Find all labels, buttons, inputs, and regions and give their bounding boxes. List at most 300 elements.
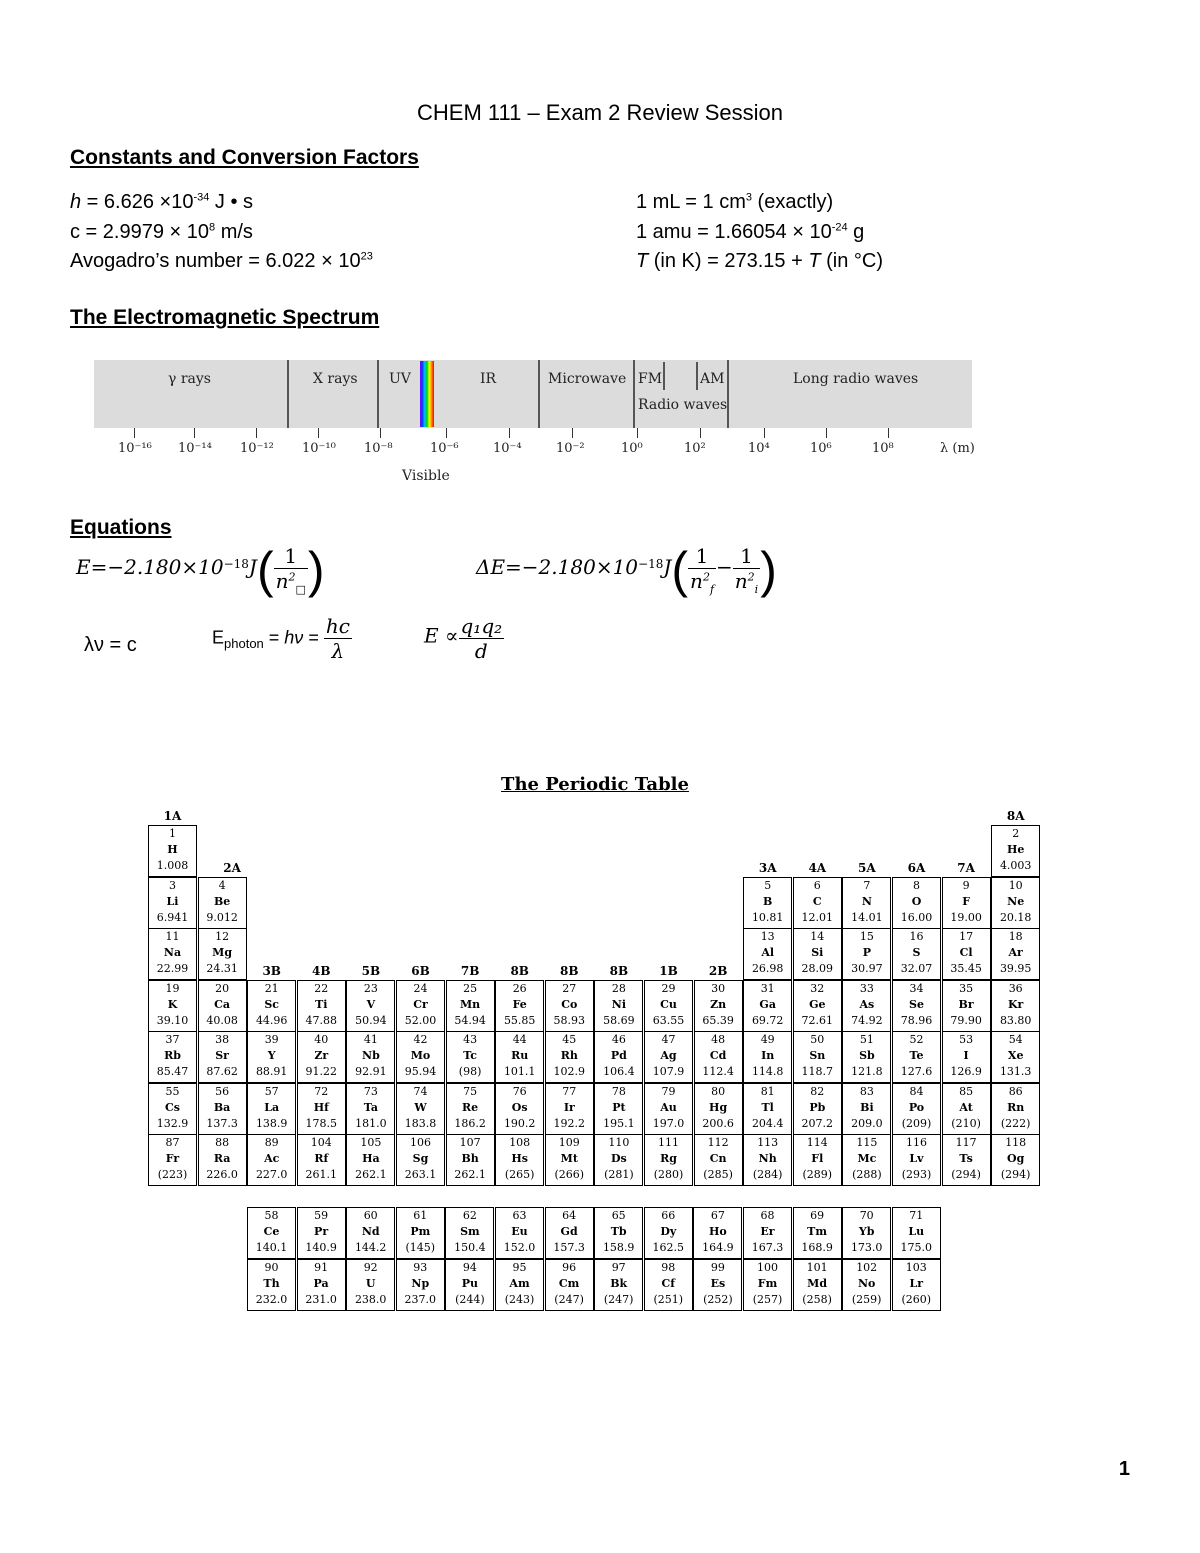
element-cell-zr	[297, 1031, 346, 1083]
page-number: 1	[1118, 1458, 1130, 1480]
atomic-number: 97	[611, 1260, 626, 1274]
element-symbol: Ir	[563, 1100, 575, 1114]
element-cell-dy	[644, 1207, 693, 1259]
element-cell-o	[892, 877, 941, 929]
element-cell-bh	[446, 1134, 495, 1186]
atomic-number: 45	[562, 1033, 577, 1046]
atomic-mass: 1.008	[156, 859, 189, 872]
element-symbol: Cs	[165, 1100, 180, 1114]
e1-fraction	[274, 544, 308, 596]
region-fm: FM	[638, 371, 663, 387]
atomic-mass: 200.6	[702, 1116, 734, 1130]
group-label: 8B	[609, 963, 629, 978]
atomic-number: 95	[512, 1260, 527, 1274]
atomic-mass: (247)	[554, 1292, 584, 1306]
group-label: 7A	[957, 860, 975, 875]
atomic-number: 60	[363, 1209, 378, 1222]
atomic-number: 113	[757, 1136, 779, 1149]
spectrum-divider	[663, 362, 665, 390]
atomic-mass: (281)	[604, 1168, 634, 1181]
element-cell-n	[842, 877, 891, 929]
atomic-number: 33	[859, 981, 874, 995]
atomic-mass: (258)	[802, 1292, 832, 1306]
element-symbol: Ge	[809, 997, 826, 1011]
c-exponent: 8	[209, 221, 216, 234]
atomic-mass: 162.5	[652, 1241, 685, 1254]
atomic-mass: 28.09	[801, 962, 834, 975]
element-cell-sm	[445, 1207, 494, 1259]
atomic-mass: 16.00	[900, 910, 933, 924]
atomic-mass: 85.47	[156, 1065, 189, 1078]
element-symbol: P	[862, 946, 872, 959]
atomic-mass: 4.003	[999, 859, 1032, 872]
atomic-number: 117	[955, 1136, 977, 1149]
element-cell-ac	[247, 1134, 296, 1186]
atomic-number: 69	[810, 1209, 825, 1222]
atomic-number: 110	[608, 1136, 630, 1149]
element-cell-tl	[743, 1083, 792, 1135]
atomic-mass: 12.01	[801, 910, 834, 924]
element-symbol: Mo	[410, 1049, 431, 1062]
atomic-number: 36	[1008, 981, 1023, 995]
atomic-number: 44	[512, 1033, 527, 1046]
avogadro-number	[70, 250, 373, 273]
atomic-mass: (280)	[653, 1168, 684, 1181]
axis-tick-label: 10⁻⁶	[430, 441, 459, 456]
atomic-mass: (209)	[901, 1116, 932, 1130]
atomic-number: 74	[413, 1084, 428, 1098]
ephoton-e: E	[212, 627, 225, 648]
axis-tick-label: 10²	[684, 441, 706, 456]
atomic-mass: 26.98	[751, 962, 784, 975]
region-long-radio: Long radio waves	[793, 371, 919, 387]
atomic-mass: 231.0	[305, 1292, 337, 1306]
element-symbol: Th	[263, 1276, 280, 1290]
atomic-number: 90	[264, 1260, 279, 1274]
element-symbol: Rh	[560, 1049, 578, 1062]
atomic-number: 98	[661, 1260, 676, 1274]
e2-lhs: ΔE=−2.180×10	[476, 555, 639, 580]
atomic-mass: (289)	[802, 1168, 833, 1181]
axis-tick-label: 10⁴	[748, 441, 770, 456]
h-value: = 6.626 ×10	[81, 191, 194, 213]
e2-fraction-i	[733, 544, 760, 596]
atomic-number: 63	[512, 1209, 527, 1222]
element-symbol: Ni	[611, 997, 626, 1011]
atomic-mass: 24.31	[206, 962, 238, 975]
element-symbol: Ca	[214, 997, 231, 1011]
atomic-mass: 238.0	[354, 1292, 387, 1306]
element-cell-te	[892, 1031, 941, 1083]
atomic-mass: 72.61	[801, 1013, 834, 1027]
axis-tick-label: 10⁰	[621, 441, 643, 456]
atomic-number: 70	[859, 1209, 874, 1222]
axis-tick	[826, 428, 827, 438]
element-symbol: Sr	[215, 1049, 229, 1062]
spectrum-divider	[377, 360, 379, 428]
atomic-mass: (223)	[157, 1168, 188, 1181]
element-symbol: Rg	[660, 1152, 677, 1165]
element-cell-ce	[247, 1207, 296, 1259]
ephoton-hc: hc	[325, 614, 350, 638]
atomic-number: 2	[1012, 827, 1020, 840]
atomic-mass: (98)	[458, 1065, 482, 1078]
atomic-number: 1	[169, 827, 176, 840]
amu-exponent: -24	[831, 221, 848, 234]
element-symbol: Sg	[412, 1152, 429, 1165]
atomic-mass: 132.9	[156, 1116, 189, 1130]
atomic-mass: (222)	[1000, 1116, 1031, 1130]
h-symbol: h	[70, 191, 82, 213]
element-cell-zn	[694, 980, 743, 1032]
coulomb-fraction	[459, 614, 505, 663]
atomic-number: 77	[562, 1084, 577, 1098]
ml-value: 1 mL = 1 cm	[636, 191, 746, 213]
atomic-mass: 126.9	[950, 1065, 982, 1078]
equations-heading: Equations	[70, 516, 172, 539]
atomic-mass: (260)	[901, 1292, 932, 1306]
element-cell-p	[842, 928, 891, 980]
atomic-mass: 58.93	[553, 1013, 586, 1027]
atomic-mass: 237.0	[404, 1292, 437, 1306]
atomic-mass: 44.96	[255, 1013, 288, 1027]
atomic-number: 80	[711, 1084, 726, 1098]
t-symbol-2: T	[808, 250, 821, 272]
element-cell-fr	[148, 1134, 197, 1186]
region-radio: Radio waves	[638, 397, 728, 413]
atomic-mass: (243)	[504, 1292, 535, 1306]
ephoton-sub: photon	[224, 635, 264, 651]
atomic-mass: 127.6	[900, 1065, 933, 1078]
atomic-mass: 101.1	[503, 1065, 536, 1078]
e2-denominator-f	[688, 568, 716, 596]
atomic-number: 82	[810, 1084, 825, 1098]
element-cell-cd	[694, 1031, 743, 1083]
element-cell-cm	[545, 1259, 594, 1311]
element-cell-br	[942, 980, 991, 1032]
element-cell-lr	[892, 1259, 941, 1311]
atomic-number: 87	[165, 1136, 180, 1149]
coulomb-q1q2: q₁q₂	[460, 614, 503, 638]
atomic-mass: 186.2	[454, 1116, 486, 1130]
element-symbol: N	[861, 894, 872, 908]
atomic-number: 23	[363, 981, 378, 995]
atomic-number: 62	[462, 1209, 477, 1222]
element-symbol: Md	[807, 1276, 828, 1290]
atomic-number: 20	[215, 981, 230, 995]
atomic-number: 25	[463, 981, 478, 995]
coulomb-equation	[424, 614, 504, 663]
atomic-number: 34	[909, 981, 924, 995]
region-ir: IR	[480, 371, 497, 387]
element-symbol: Co	[561, 997, 578, 1011]
atomic-mass: 83.80	[999, 1013, 1032, 1027]
element-symbol: Ha	[362, 1152, 380, 1165]
atomic-number: 38	[215, 1033, 230, 1046]
element-symbol: Ag	[660, 1049, 677, 1062]
atomic-number: 4	[218, 878, 226, 892]
atomic-mass: 20.18	[999, 910, 1032, 924]
atomic-number: 6	[813, 878, 821, 892]
atomic-number: 116	[906, 1136, 927, 1149]
atomic-mass: 197.0	[652, 1116, 685, 1130]
amu-tail: g	[847, 221, 865, 243]
left-paren: (	[256, 542, 274, 598]
coulomb-lhs: E ∝	[424, 623, 459, 648]
atomic-mass: 69.72	[751, 1013, 784, 1027]
element-symbol: Nd	[361, 1225, 380, 1238]
atomic-mass: 140.1	[255, 1241, 288, 1254]
atomic-number: 83	[859, 1084, 874, 1098]
atomic-mass: 39.95	[999, 962, 1032, 975]
atomic-number: 30	[711, 981, 726, 995]
element-cell-os	[495, 1083, 544, 1135]
element-cell-tc	[446, 1031, 495, 1083]
ephoton-eq2: =	[303, 627, 324, 648]
atomic-number: 91	[314, 1260, 329, 1274]
e2-nf-sub: f	[709, 583, 715, 596]
element-symbol: Fr	[165, 1152, 180, 1165]
atomic-number: 51	[859, 1033, 874, 1046]
e1-denominator	[274, 568, 308, 596]
axis-tick	[318, 428, 319, 438]
t-symbol: T	[636, 250, 649, 272]
region-microwave: Microwave	[548, 371, 627, 387]
e2-joule: J	[663, 555, 672, 580]
e2-exponent: −18	[638, 556, 664, 571]
element-cell-er	[743, 1207, 792, 1259]
element-cell-li	[148, 877, 197, 929]
e2-numerator-i: 1	[740, 544, 753, 568]
element-cell-tm	[793, 1207, 842, 1259]
element-symbol: Cr	[413, 997, 428, 1011]
atomic-number: 14	[810, 930, 825, 943]
element-cell-rn	[991, 1083, 1040, 1135]
element-cell-au	[644, 1083, 693, 1135]
element-symbol: Cf	[661, 1276, 676, 1290]
atomic-mass: 207.2	[801, 1116, 834, 1130]
page-title: CHEM 111 – Exam 2 Review Session	[417, 100, 783, 125]
element-cell-ag	[644, 1031, 693, 1083]
element-cell-se	[892, 980, 941, 1032]
atomic-mass: (285)	[703, 1168, 733, 1181]
element-symbol: Ga	[759, 997, 776, 1011]
element-symbol: Lv	[909, 1152, 924, 1165]
atomic-number: 79	[661, 1084, 676, 1098]
left-paren: (	[671, 542, 689, 598]
element-cell-eu	[495, 1207, 544, 1259]
atomic-mass: 78.96	[900, 1013, 933, 1027]
element-cell-ba	[198, 1083, 247, 1135]
atomic-mass: 74.92	[851, 1013, 883, 1027]
t-mid: (in K) = 273.15 +	[648, 250, 809, 272]
element-symbol: F	[962, 894, 970, 908]
axis-tick-label: 10⁸	[872, 441, 894, 456]
element-symbol: Lr	[909, 1276, 924, 1290]
element-cell-yb	[842, 1207, 891, 1259]
atomic-mass: 227.0	[255, 1168, 288, 1181]
element-symbol: Rn	[1007, 1100, 1025, 1114]
atomic-mass: 150.4	[454, 1241, 486, 1254]
element-symbol: Mn	[460, 997, 481, 1011]
e1-exponent: −18	[223, 556, 249, 571]
atomic-number: 18	[1008, 930, 1023, 943]
atomic-mass: 183.8	[404, 1116, 437, 1130]
element-symbol: Bh	[461, 1152, 479, 1165]
group-label: 6B	[411, 963, 430, 978]
element-symbol: Ho	[709, 1225, 727, 1238]
atomic-number: 22	[314, 981, 329, 995]
atomic-number: 40	[314, 1033, 329, 1046]
element-symbol: Gd	[560, 1225, 578, 1238]
element-cell-es	[693, 1259, 742, 1311]
atomic-mass: 88.91	[255, 1065, 288, 1078]
element-cell-s	[892, 928, 941, 980]
atomic-mass: 58.69	[603, 1013, 635, 1027]
atomic-number: 81	[760, 1084, 775, 1098]
element-symbol: Pd	[610, 1049, 627, 1062]
atomic-number: 88	[215, 1136, 230, 1149]
element-cell-bi	[842, 1083, 891, 1135]
atomic-number: 111	[658, 1136, 679, 1149]
region-xray: X rays	[313, 371, 358, 387]
axis-tick	[446, 428, 447, 438]
element-cell-og	[991, 1134, 1040, 1186]
element-symbol: Tl	[761, 1100, 774, 1114]
planck-constant	[70, 191, 253, 214]
atomic-number: 15	[859, 930, 874, 943]
atomic-number: 32	[810, 981, 825, 995]
element-cell-ca	[198, 980, 247, 1032]
atomic-mass: 173.0	[850, 1241, 883, 1254]
axis-tick-label: 10⁻¹⁰	[302, 441, 336, 456]
atomic-number: 31	[760, 981, 775, 995]
h-unit: J • s	[209, 191, 254, 213]
element-symbol: Nb	[362, 1049, 380, 1062]
element-symbol: Hs	[511, 1152, 528, 1165]
spectrum-divider	[538, 360, 540, 428]
axis-tick	[194, 428, 195, 438]
atomic-number: 46	[611, 1033, 626, 1046]
element-cell-ar	[991, 928, 1040, 980]
atomic-mass: 168.9	[801, 1241, 833, 1254]
atomic-number: 13	[760, 930, 775, 943]
atomic-mass: 65.39	[702, 1013, 734, 1027]
atomic-number: 102	[856, 1260, 878, 1274]
axis-tick	[637, 428, 638, 438]
element-cell-pm	[396, 1207, 445, 1259]
e2-nf-exp: 2	[702, 570, 710, 584]
atomic-mass: 35.45	[950, 962, 982, 975]
coulomb-d: d	[459, 638, 505, 663]
element-cell-he	[991, 825, 1040, 877]
amu-conversion	[636, 221, 864, 244]
element-symbol: Ne	[1007, 894, 1025, 908]
axis-tick-label: 10⁶	[810, 441, 832, 456]
element-cell-mc	[842, 1134, 891, 1186]
element-symbol: Ac	[264, 1152, 280, 1165]
element-cell-mt	[545, 1134, 594, 1186]
element-cell-fm	[743, 1259, 792, 1311]
element-symbol: Te	[909, 1049, 924, 1062]
atomic-mass: 50.94	[355, 1013, 387, 1027]
element-symbol: Sm	[460, 1225, 480, 1238]
element-cell-ra	[198, 1134, 247, 1186]
element-symbol: Cn	[709, 1152, 727, 1165]
atomic-mass: 92.91	[355, 1065, 387, 1078]
bohr-energy-equation	[76, 544, 325, 596]
element-cell-la	[247, 1083, 296, 1135]
atomic-number: 9	[962, 878, 970, 892]
atomic-number: 3	[169, 878, 176, 892]
element-symbol: Rf	[314, 1152, 329, 1165]
region-am: AM	[700, 371, 725, 387]
atomic-number: 41	[363, 1033, 378, 1046]
atomic-number: 35	[959, 981, 974, 995]
element-cell-sn	[793, 1031, 842, 1083]
element-symbol: K	[167, 997, 178, 1011]
element-symbol: Ts	[959, 1152, 973, 1165]
element-cell-ge	[793, 980, 842, 1032]
group-label: 7B	[460, 963, 480, 978]
atomic-mass: (257)	[752, 1292, 783, 1306]
spectrum-divider	[696, 362, 698, 390]
element-cell-be	[198, 877, 247, 929]
atomic-mass: 102.9	[553, 1065, 586, 1078]
element-symbol: Np	[411, 1276, 430, 1290]
group-label: 1A	[163, 809, 182, 823]
element-cell-ti	[297, 980, 346, 1032]
atomic-mass: 204.4	[751, 1116, 784, 1130]
atomic-number: 96	[562, 1260, 577, 1274]
axis-tick	[256, 428, 257, 438]
element-cell-hs	[495, 1134, 544, 1186]
atomic-mass: 79.90	[950, 1013, 982, 1027]
atomic-number: 109	[558, 1136, 580, 1149]
element-symbol: Es	[710, 1276, 726, 1290]
atomic-mass: 157.3	[553, 1241, 585, 1254]
element-symbol: Pa	[313, 1276, 329, 1290]
element-symbol: Bi	[860, 1100, 874, 1114]
element-cell-nd	[346, 1207, 395, 1259]
element-symbol: Mt	[560, 1152, 578, 1165]
atomic-number: 101	[806, 1260, 828, 1274]
element-symbol: Zr	[314, 1049, 329, 1062]
atomic-number: 107	[459, 1136, 481, 1149]
visible-label: Visible	[402, 468, 450, 484]
element-symbol: Hg	[709, 1100, 728, 1114]
atomic-number: 114	[806, 1136, 828, 1149]
element-cell-ds	[594, 1134, 643, 1186]
atomic-mass: 175.0	[900, 1241, 933, 1254]
atomic-mass: 22.99	[156, 962, 189, 975]
element-cell-pd	[594, 1031, 643, 1083]
element-symbol: Lu	[908, 1225, 925, 1238]
element-cell-pr	[297, 1207, 346, 1259]
atomic-number: 39	[264, 1033, 279, 1046]
element-symbol: Br	[958, 997, 974, 1011]
element-symbol: Yb	[858, 1225, 875, 1238]
atomic-mass: 6.941	[156, 910, 189, 924]
atomic-number: 57	[264, 1084, 279, 1098]
element-symbol: Si	[811, 946, 824, 959]
atomic-mass: (259)	[851, 1292, 882, 1306]
atomic-number: 52	[909, 1033, 924, 1046]
element-cell-po	[892, 1083, 941, 1135]
atomic-mass: (293)	[901, 1168, 932, 1181]
atomic-mass: (252)	[703, 1292, 733, 1306]
element-symbol: Dy	[660, 1225, 677, 1238]
